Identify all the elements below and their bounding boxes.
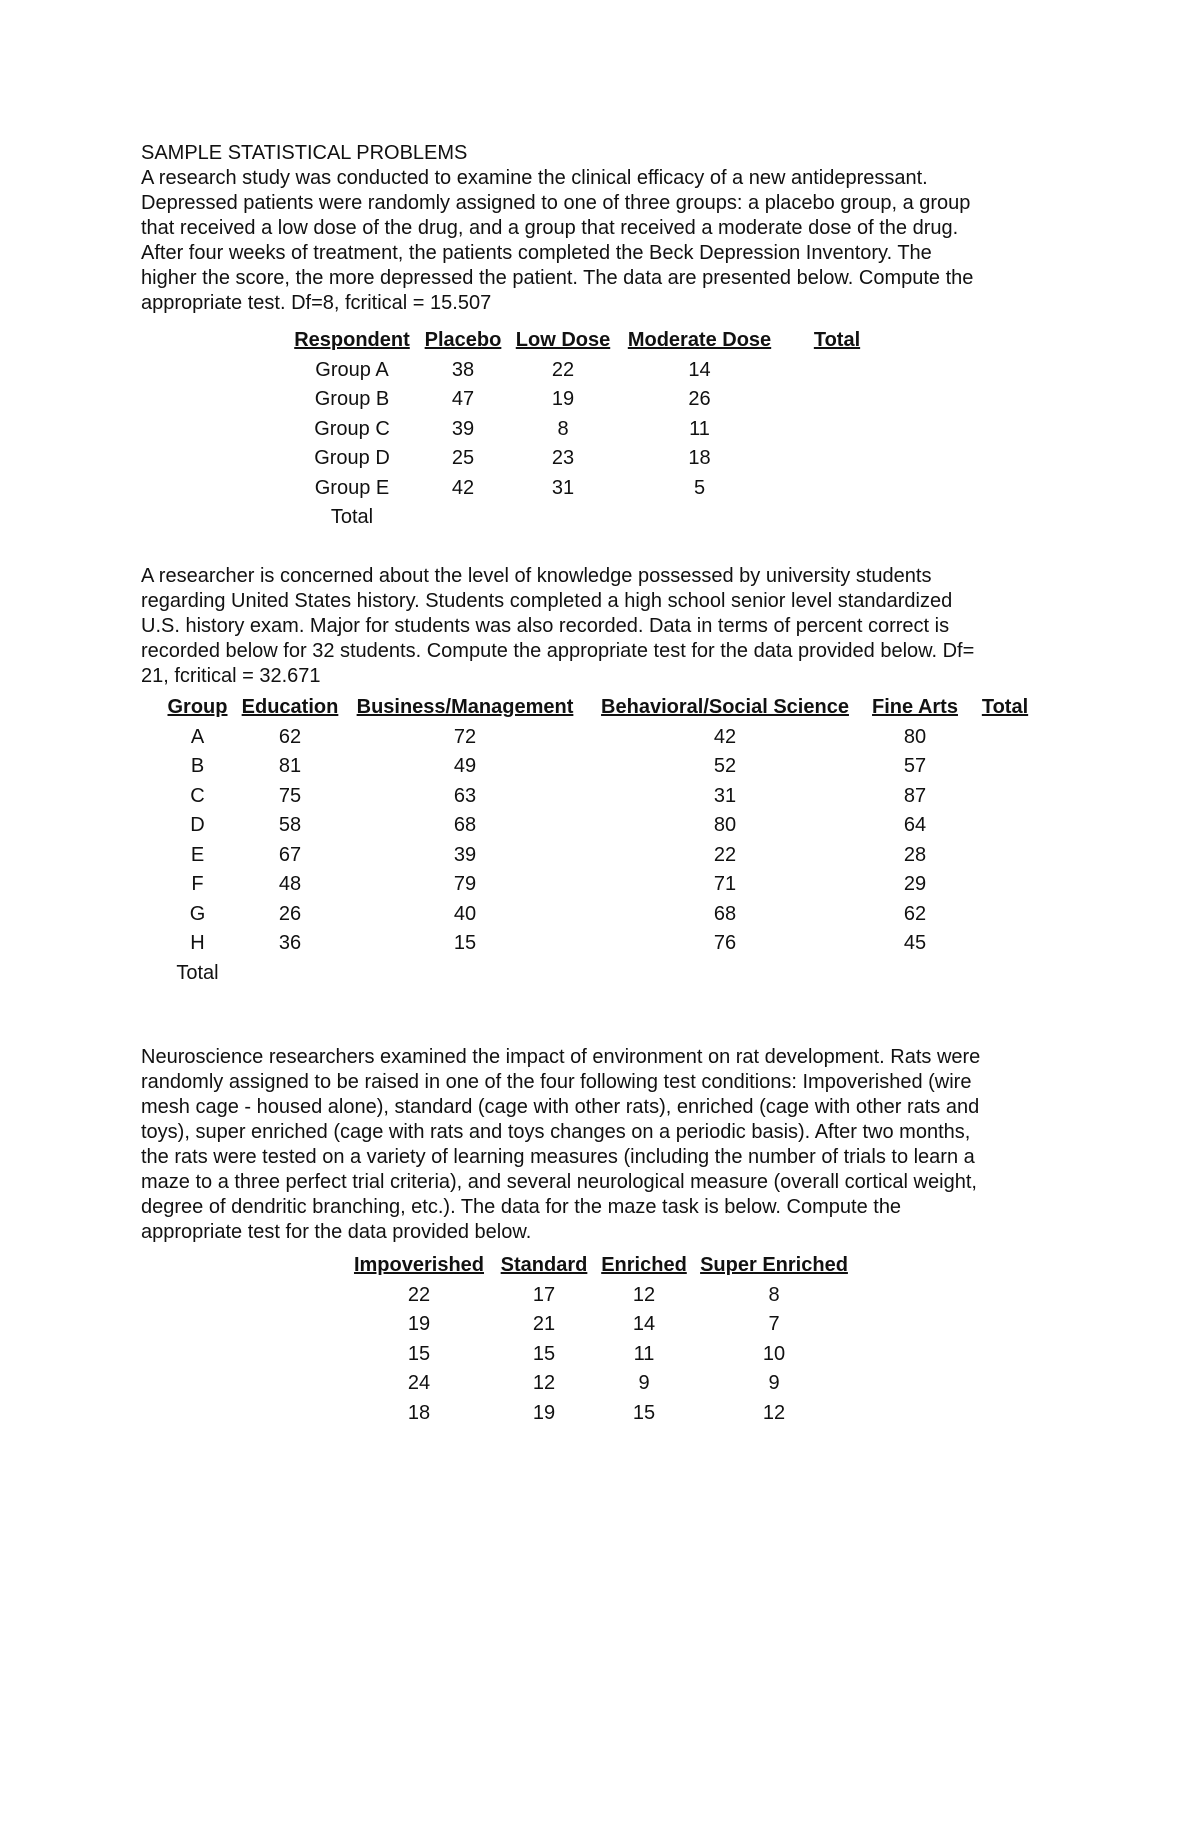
table-row	[160, 723, 1045, 753]
table-cell: 45	[903, 932, 927, 954]
table-row	[287, 356, 892, 386]
table-cell: 40	[453, 902, 477, 925]
table-cell: 62	[278, 725, 302, 748]
table-cell: 22	[551, 358, 575, 381]
text-line: recorded below for 32 students. Compute the appropriate test for the data provided below. Df=	[141, 640, 975, 662]
column-header: Fine Arts	[872, 696, 958, 718]
table-cell: 49	[453, 755, 477, 777]
table-cell: 19	[532, 1401, 556, 1424]
table-cell: 64	[903, 814, 927, 836]
table-cell	[345, 959, 585, 989]
table-cell	[865, 959, 965, 989]
table-cell	[235, 959, 345, 989]
text-line: that received a low dose of the drug, and a group that received a moderate dose of the drug.	[141, 217, 959, 239]
table-cell: 21	[532, 1313, 556, 1335]
table-cell	[965, 723, 1045, 753]
table-cell: 11	[633, 1342, 655, 1365]
column-header: Low Dose	[515, 329, 611, 351]
table-cell: 68	[453, 814, 477, 836]
table-cell: 81	[278, 755, 302, 777]
table-cell: 12	[532, 1372, 556, 1394]
table-cell: B	[190, 755, 205, 777]
table-cell: 22	[407, 1283, 431, 1306]
table-cell	[965, 811, 1045, 841]
table-cell: D	[190, 814, 205, 836]
table-cell: 52	[713, 755, 737, 777]
table-cell: 19	[407, 1313, 431, 1335]
table-cell: Group C	[314, 417, 390, 440]
text-line: U.S. history exam. Major for students was also recorded. Data in terms of percent correct is	[141, 615, 950, 637]
table-row	[160, 929, 1045, 959]
text-line: higher the score, the more depressed the patient. The data are presented below. Compute the	[141, 267, 974, 289]
text-line: Neuroscience researchers examined the impact of environment on rat development. Rats were	[141, 1046, 981, 1068]
table-cell: Total	[330, 506, 374, 528]
table-row	[344, 1399, 854, 1429]
text-line: randomly assigned to be raised in one of the four following test conditions: Impoverished (wire	[141, 1071, 972, 1093]
table-cell: 17	[532, 1283, 556, 1306]
table-cell: 39	[451, 417, 475, 440]
table-cell: 80	[713, 814, 737, 836]
table-cell: 22	[713, 843, 737, 866]
column-header: Education	[241, 696, 339, 718]
table-cell: 39	[453, 843, 477, 866]
problem-2-text	[141, 564, 1071, 689]
text-line: After four weeks of treatment, the patients completed the Beck Depression Inventory. The	[141, 242, 932, 264]
column-header: Total	[813, 329, 861, 351]
table-cell	[782, 503, 892, 533]
table-cell: F	[191, 873, 204, 895]
table-row	[160, 841, 1045, 871]
text-line: A researcher is concerned about the level of knowledge possessed by university students	[141, 565, 932, 587]
problem-3-text	[141, 1045, 1071, 1245]
table-row	[160, 752, 1045, 782]
table-header-row	[287, 326, 892, 356]
table-cell: 14	[632, 1313, 656, 1335]
table-cell: 9	[768, 1372, 780, 1394]
table-cell: Total	[176, 961, 219, 984]
table-cell: Group E	[314, 476, 390, 499]
table-cell	[782, 474, 892, 504]
table-cell: 24	[407, 1372, 431, 1394]
column-header: Group	[167, 696, 228, 718]
column-header: Impoverished	[353, 1254, 485, 1276]
table-cell: H	[190, 932, 205, 954]
table-cell: 31	[713, 784, 737, 807]
table-cell: 26	[688, 388, 711, 410]
table-cell: 29	[903, 873, 927, 895]
table-header-row	[160, 693, 1045, 723]
table-row	[344, 1281, 854, 1311]
table-cell: 18	[688, 447, 711, 469]
text-line: the rats were tested on a variety of learning measures (including the number of trials to learn a	[141, 1146, 975, 1168]
table-cell: 15	[532, 1342, 556, 1365]
table-row	[160, 811, 1045, 841]
text-line: mesh cage - housed alone), standard (cage with other rats), enriched (cage with other rats and	[141, 1096, 980, 1118]
table-cell	[965, 959, 1045, 989]
table-cell: 38	[451, 358, 475, 381]
table-cell: 26	[278, 902, 302, 925]
table-cell: Group A	[315, 358, 389, 381]
table-cell: 28	[903, 843, 927, 866]
table-cell	[617, 503, 782, 533]
text-line: 21, fcritical = 32.671	[141, 665, 321, 687]
table-cell: 42	[713, 725, 737, 748]
text-line: regarding United States history. Students completed a high school senior level standardized	[141, 590, 953, 612]
column-header: Behavioral/Social Science	[601, 696, 849, 718]
text-line: appropriate test. Df=8, fcritical = 15.507	[141, 292, 492, 314]
table-cell	[782, 356, 892, 386]
table-cell: E	[190, 843, 205, 866]
table-cell: 8	[768, 1283, 780, 1306]
table-cell: 79	[453, 873, 477, 895]
table-cell: 68	[713, 902, 737, 925]
table-cell: 15	[453, 932, 477, 954]
table-cell	[965, 900, 1045, 930]
table-row	[344, 1369, 854, 1399]
table-cell: 58	[278, 814, 302, 836]
column-header: Total	[981, 696, 1029, 718]
antidepressant-table	[287, 326, 892, 533]
table-row	[344, 1340, 854, 1370]
table-cell: Group B	[314, 388, 390, 410]
table-cell: 87	[903, 784, 927, 807]
table-cell	[509, 503, 617, 533]
table-cell: 12	[762, 1401, 786, 1424]
text-line: degree of dendritic branching, etc.). The data for the maze task is below. Compute the	[141, 1196, 902, 1218]
table-header-row	[344, 1251, 854, 1281]
table-cell: Group D	[314, 447, 390, 469]
table-cell	[417, 503, 509, 533]
table-cell: 71	[713, 873, 737, 895]
table-cell: 76	[713, 932, 737, 954]
column-header: Business/Management	[356, 696, 574, 718]
history-exam-table	[160, 693, 1045, 988]
table-row	[287, 385, 892, 415]
table-cell: 72	[453, 725, 477, 748]
table-cell: 15	[407, 1342, 431, 1365]
table-cell: 23	[551, 447, 575, 469]
table-cell: 9	[638, 1372, 650, 1394]
table-cell: 19	[551, 388, 575, 410]
table-cell: 15	[632, 1401, 656, 1424]
text-line: toys), super enriched (cage with rats and toys changes on a periodic basis). After two months,	[141, 1121, 971, 1143]
table-cell: 47	[451, 388, 475, 410]
table-cell	[965, 782, 1045, 812]
table-cell: 31	[551, 476, 575, 499]
table-cell: 25	[451, 447, 475, 469]
text-line: Depressed patients were randomly assigned to one of three groups: a placebo group, a group	[141, 192, 971, 214]
table-cell: 10	[762, 1342, 786, 1365]
table-cell	[585, 959, 865, 989]
column-header: Respondent	[294, 329, 410, 351]
table-cell	[965, 929, 1045, 959]
table-total-row	[160, 959, 1045, 989]
table-cell: 75	[278, 784, 302, 807]
table-row	[344, 1310, 854, 1340]
page-heading: SAMPLE STATISTICAL PROBLEMS	[141, 142, 468, 164]
table-cell: 57	[903, 755, 927, 777]
table-cell	[782, 415, 892, 445]
table-row	[160, 870, 1045, 900]
table-cell: G	[189, 902, 206, 925]
table-cell: C	[190, 784, 205, 807]
table-cell: 5	[693, 476, 706, 499]
column-header: Standard	[500, 1254, 588, 1276]
table-cell: 14	[688, 358, 711, 381]
table-cell	[782, 385, 892, 415]
rat-maze-table	[344, 1251, 854, 1428]
table-cell: 67	[278, 843, 302, 866]
table-cell: 42	[451, 476, 475, 499]
table-cell	[965, 870, 1045, 900]
table-cell: 7	[768, 1313, 780, 1335]
table-row	[287, 415, 892, 445]
table-total-row	[287, 503, 892, 533]
table-cell: 36	[278, 932, 302, 954]
problem-1-text	[141, 166, 1071, 316]
table-cell: 48	[278, 873, 302, 895]
table-cell: 12	[632, 1283, 656, 1306]
text-line: appropriate test for the data provided below.	[141, 1221, 532, 1243]
table-cell: 63	[453, 784, 477, 807]
text-line: maze to a three perfect trial criteria), and several neurological measure (overall cortical weight,	[141, 1171, 977, 1193]
table-cell: A	[190, 725, 205, 748]
column-header: Placebo	[424, 329, 502, 351]
table-cell: 8	[557, 417, 569, 440]
table-row	[160, 782, 1045, 812]
column-header: Moderate Dose	[627, 329, 772, 351]
table-cell: 18	[407, 1401, 431, 1424]
table-cell	[965, 841, 1045, 871]
table-row	[287, 474, 892, 504]
table-cell: 11	[689, 417, 710, 440]
table-cell	[782, 444, 892, 474]
table-row	[160, 900, 1045, 930]
column-header: Super Enriched	[700, 1254, 848, 1276]
column-header: Enriched	[601, 1254, 687, 1276]
table-cell: 62	[903, 902, 927, 925]
table-row	[287, 444, 892, 474]
table-cell	[965, 752, 1045, 782]
table-cell: 80	[903, 725, 927, 748]
text-line: A research study was conducted to examine the clinical efficacy of a new antidepressant.	[141, 167, 928, 189]
